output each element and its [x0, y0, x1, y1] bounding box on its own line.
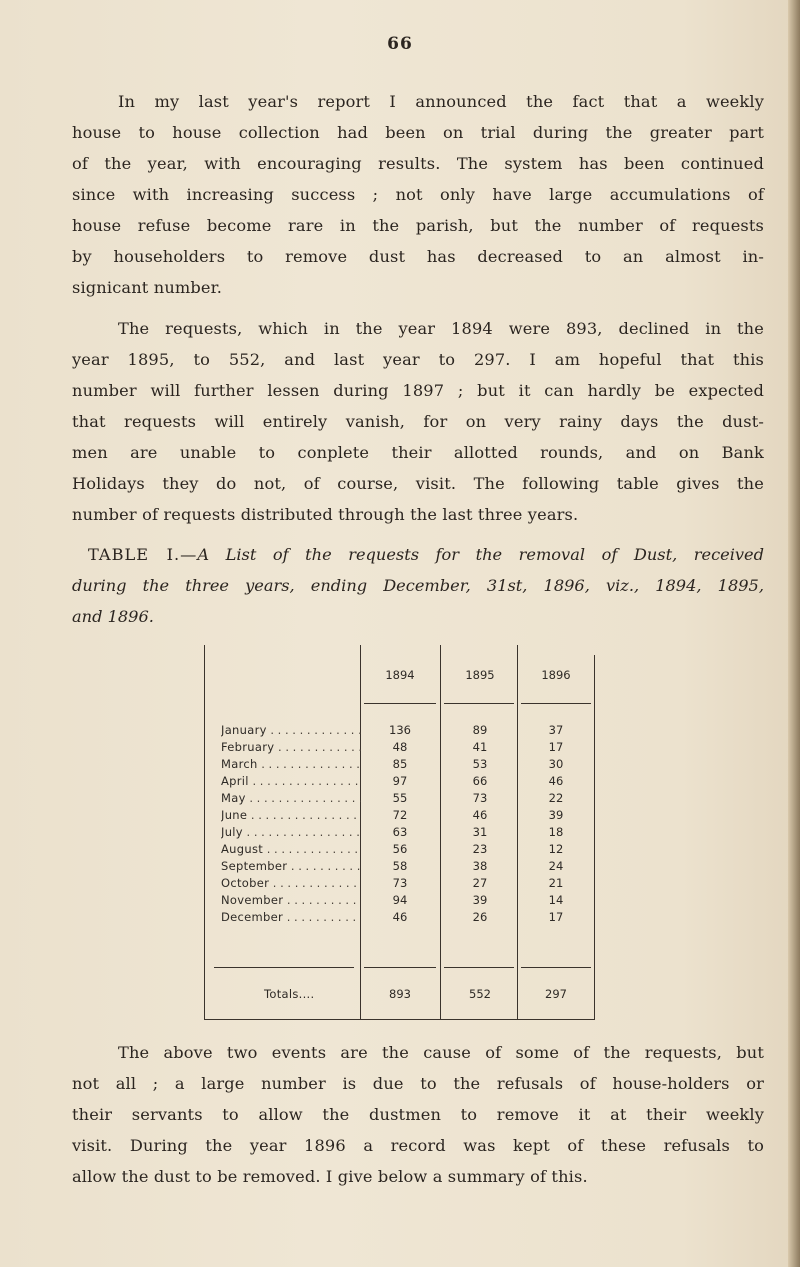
text-line: house to house collection had been on trial during the greater part [72, 123, 764, 142]
text-line: of the year, with encouraging results. The system has been continued [72, 154, 764, 173]
paragraph-2 [72, 313, 764, 530]
total-1895: 552 [469, 987, 491, 1001]
text-line: In my last year's report I announced the fact that a weekly [118, 92, 764, 111]
cell-1896: 30 [548, 757, 564, 771]
text-line: by householders to remove dust has decreased to an almost in- [72, 247, 764, 266]
cell-1894: 94 [392, 893, 408, 907]
cell-1895: 73 [472, 791, 488, 805]
requests-table [204, 645, 595, 1020]
text-line: number will further lessen during 1897 ; but it can hardly be expected [72, 381, 764, 400]
text-line: Holidays they do not, of course, visit. The following table gives the [72, 474, 764, 493]
text-line: year 1895, to 552, and last year to 297. I am hopeful that this [72, 350, 764, 369]
table-rule [364, 967, 436, 968]
month-label: March . . . [221, 756, 361, 773]
cell-1894: 85 [392, 757, 408, 771]
caption-line: and 1896. [72, 607, 154, 626]
cell-1895: 66 [472, 774, 488, 788]
table-rule [444, 703, 514, 704]
cell-1894: 46 [392, 910, 408, 924]
caption-line: during the three years, ending December, 31st, 1896, viz., 1894, 1895, [72, 576, 764, 595]
cell-1895: 27 [472, 876, 488, 890]
cell-1894: 55 [392, 791, 408, 805]
caption-lead: TABLE I.— [88, 545, 198, 564]
cell-1894: 58 [392, 859, 408, 873]
total-1896: 297 [545, 987, 567, 1001]
cell-1896: 24 [548, 859, 564, 873]
paragraph-1 [72, 86, 764, 303]
cell-1894: 73 [392, 876, 408, 890]
cell-1894: 56 [392, 842, 408, 856]
month-label: February . . . [221, 739, 361, 756]
month-label: November . . . [221, 892, 361, 909]
table-rule [521, 703, 591, 704]
caption-line [72, 539, 764, 570]
cell-1896: 18 [548, 825, 564, 839]
cell-1895: 39 [472, 893, 488, 907]
column-header-1896: 1896 [541, 668, 571, 682]
paragraph-3 [72, 1037, 764, 1192]
cell-1896: 14 [548, 893, 564, 907]
cell-1895: 26 [472, 910, 488, 924]
text-line: signicant number. [72, 278, 223, 297]
cell-1894: 72 [392, 808, 408, 822]
table-rule [204, 645, 205, 1020]
page-edge-shadow [788, 0, 800, 1267]
column-header-1894: 1894 [385, 668, 415, 682]
cell-1896: 17 [548, 910, 564, 924]
table-rule [364, 703, 436, 704]
cell-1895: 53 [472, 757, 488, 771]
cell-1894: 48 [392, 740, 408, 754]
text-line: men are unable to conplete their allotted rounds, and on Bank [72, 443, 764, 462]
cell-1896: 39 [548, 808, 564, 822]
month-label: July . . . [221, 824, 361, 841]
cell-1896: 17 [548, 740, 564, 754]
text-line: allow the dust to be removed. I give below a summary of this. [72, 1167, 588, 1186]
cell-1895: 41 [472, 740, 488, 754]
cell-1895: 23 [472, 842, 488, 856]
text-line: their servants to allow the dustmen to remove it at their weekly [72, 1105, 764, 1124]
text-line: The requests, which in the year 1894 were 893, declined in the [118, 319, 764, 338]
text-line: number of requests distributed through the last three years. [72, 505, 579, 524]
page-number: 66 [387, 34, 413, 54]
cell-1896: 46 [548, 774, 564, 788]
text-line: that requests will entirely vanish, for on very rainy days the dust- [72, 412, 764, 431]
month-label: August . . . [221, 841, 361, 858]
table-rule [444, 967, 514, 968]
month-label: April . . . [221, 773, 361, 790]
cell-1894: 136 [389, 723, 411, 737]
cell-1895: 46 [472, 808, 488, 822]
table-rule [521, 967, 591, 968]
column-header-1895: 1895 [465, 668, 495, 682]
text-line: The above two events are the cause of some of the requests, but [118, 1043, 764, 1062]
cell-1896: 21 [548, 876, 564, 890]
table-caption [72, 539, 764, 632]
cell-1894: 63 [392, 825, 408, 839]
cell-1894: 97 [392, 774, 408, 788]
month-label: October . . . [221, 875, 361, 892]
total-1894: 893 [389, 987, 411, 1001]
cell-1895: 89 [472, 723, 488, 737]
cell-1896: 12 [548, 842, 564, 856]
caption-title: A List of the requests for the removal of Dust, received [197, 545, 764, 564]
text-line: visit. During the year 1896 a record was kept of these refusals to [72, 1136, 764, 1155]
cell-1895: 38 [472, 859, 488, 873]
month-label: June . . . [221, 807, 361, 824]
cell-1895: 31 [472, 825, 488, 839]
table-rule [204, 1019, 595, 1020]
table-rule [214, 967, 354, 968]
totals-label: Totals.... [264, 987, 315, 1001]
cell-1896: 22 [548, 791, 564, 805]
month-label: September . . . [221, 858, 361, 875]
cell-1896: 37 [548, 723, 564, 737]
month-label: December . . . [221, 909, 361, 926]
text-line: since with increasing success ; not only have large accumulations of [72, 185, 764, 204]
text-line: not all ; a large number is due to the refusals of house-holders or [72, 1074, 764, 1093]
text-line: house refuse become rare in the parish, but the number of requests [72, 216, 764, 235]
month-label: January . . . [221, 722, 361, 739]
month-label: May . . . [221, 790, 361, 807]
